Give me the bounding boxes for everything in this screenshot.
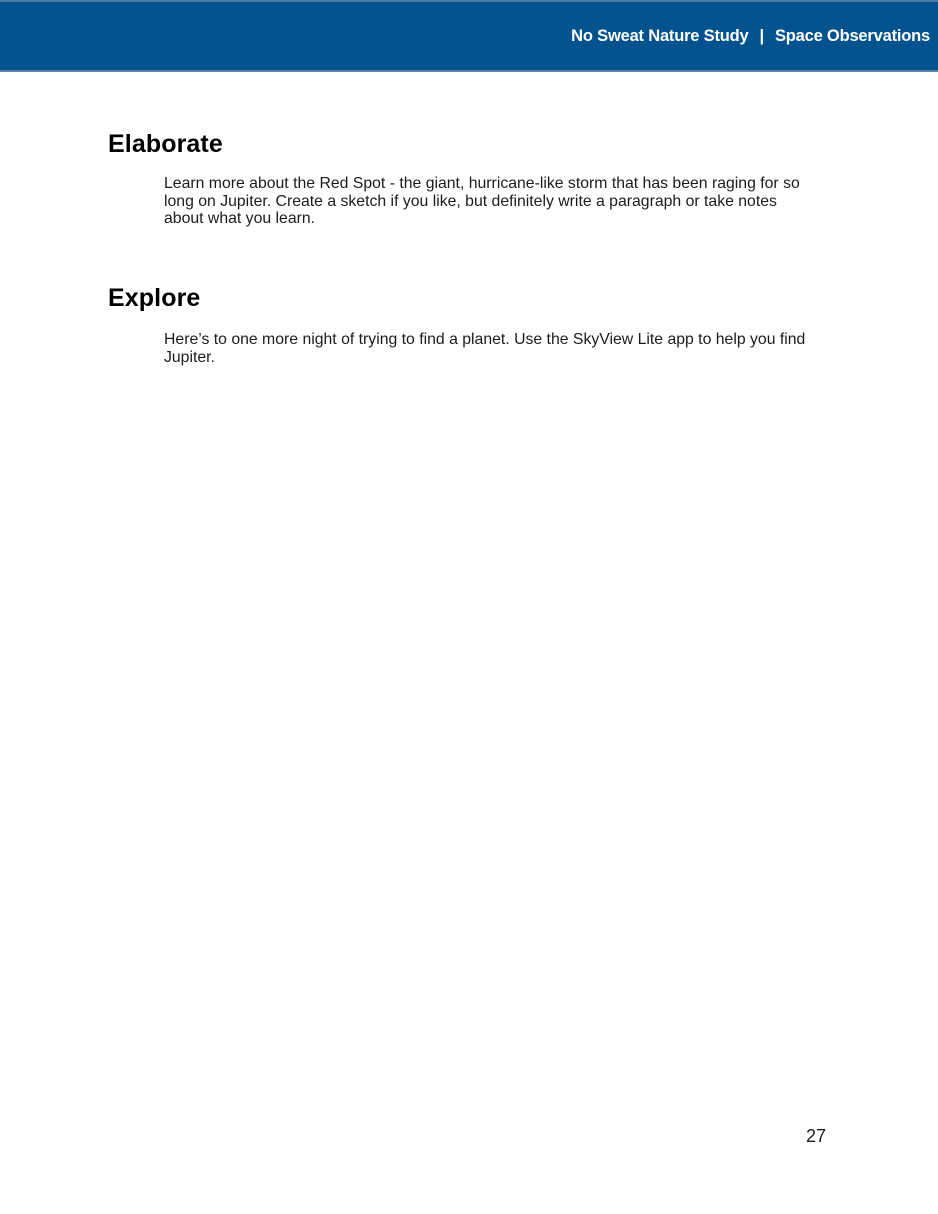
- section-heading-explore: Explore: [108, 284, 201, 312]
- section-body-elaborate: Learn more about the Red Spot - the giant, hurricane-like storm that has been raging for so long on Jupiter. Create a sketch if you like, but definitely write a paragraph or take notes about what you learn.: [164, 175, 800, 228]
- header-title-separator: |: [759, 26, 764, 45]
- header-bar: [0, 0, 938, 72]
- section-heading-elaborate: Elaborate: [108, 130, 223, 158]
- section-body-explore: Here’s to one more night of trying to find a planet. Use the SkyView Lite app to help you find Jupiter.: [164, 331, 806, 366]
- header-title: [571, 27, 930, 46]
- header-title-right: Space Observations: [774, 26, 930, 45]
- page-number: 27: [806, 1126, 827, 1146]
- header-title-left: No Sweat Nature Study: [571, 26, 749, 45]
